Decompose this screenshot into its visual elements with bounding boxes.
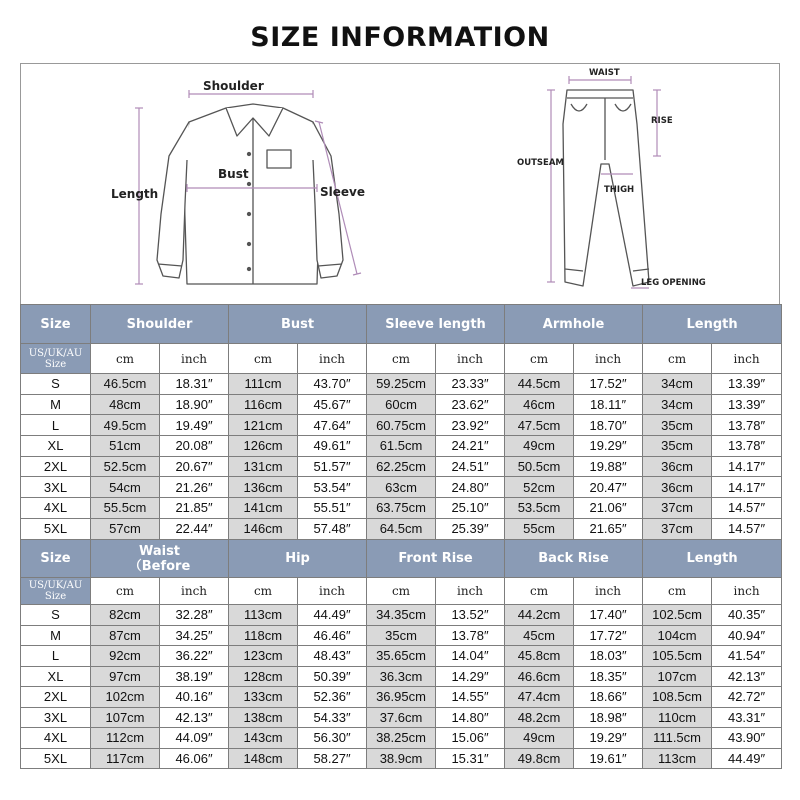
unit-cm: cm xyxy=(505,344,574,374)
cm-value-cell: 34.35cm xyxy=(367,605,436,626)
us-uk-au-size-header: US/UK/AU Size xyxy=(21,344,91,374)
waist-label: WAIST xyxy=(589,68,620,78)
unit-inch: inch xyxy=(436,344,505,374)
inch-value-cell: 18.98″ xyxy=(574,707,643,728)
inch-value-cell: 57.48″ xyxy=(298,518,367,539)
inch-value-cell: 21.85″ xyxy=(160,498,229,519)
table-row xyxy=(21,477,782,498)
cm-value-cell: 48cm xyxy=(91,394,160,415)
inch-value-cell: 44.09″ xyxy=(160,728,229,749)
table-row xyxy=(21,625,782,646)
cm-value-cell: 92cm xyxy=(91,646,160,667)
unit-cm: cm xyxy=(91,344,160,374)
inch-value-cell: 18.03″ xyxy=(574,646,643,667)
cm-value-cell: 111cm xyxy=(229,374,298,395)
size-cell: XL xyxy=(21,436,91,457)
cm-value-cell: 117cm xyxy=(91,748,160,769)
cm-value-cell: 87cm xyxy=(91,625,160,646)
cm-value-cell: 46cm xyxy=(505,394,574,415)
size-cell: S xyxy=(21,374,91,395)
inch-value-cell: 13.39″ xyxy=(712,374,782,395)
unit-inch: inch xyxy=(298,344,367,374)
inch-value-cell: 44.49″ xyxy=(298,605,367,626)
cm-value-cell: 54cm xyxy=(91,477,160,498)
inch-value-cell: 47.64″ xyxy=(298,415,367,436)
cm-value-cell: 63.75cm xyxy=(367,498,436,519)
cm-value-cell: 35cm xyxy=(643,436,712,457)
cm-value-cell: 35cm xyxy=(367,625,436,646)
inch-value-cell: 24.21″ xyxy=(436,436,505,457)
inch-value-cell: 19.88″ xyxy=(574,456,643,477)
cm-value-cell: 108.5cm xyxy=(643,687,712,708)
size-cell: 5XL xyxy=(21,748,91,769)
inch-value-cell: 52.36″ xyxy=(298,687,367,708)
size-cell: XL xyxy=(21,666,91,687)
inch-value-cell: 23.62″ xyxy=(436,394,505,415)
inch-value-cell: 15.31″ xyxy=(436,748,505,769)
cm-value-cell: 118cm xyxy=(229,625,298,646)
inch-value-cell: 17.72″ xyxy=(574,625,643,646)
inch-value-cell: 13.78″ xyxy=(436,625,505,646)
inch-value-cell: 46.46″ xyxy=(298,625,367,646)
size-cell: M xyxy=(21,394,91,415)
table-row xyxy=(21,374,782,395)
cm-value-cell: 49.8cm xyxy=(505,748,574,769)
cm-value-cell: 110cm xyxy=(643,707,712,728)
cm-value-cell: 37cm xyxy=(643,518,712,539)
size-cell: 4XL xyxy=(21,728,91,749)
cm-value-cell: 113cm xyxy=(229,605,298,626)
inch-value-cell: 21.26″ xyxy=(160,477,229,498)
outseam-label: OUTSEAM xyxy=(517,158,564,168)
cm-value-cell: 113cm xyxy=(643,748,712,769)
inch-value-cell: 13.78″ xyxy=(712,436,782,457)
cm-value-cell: 36cm xyxy=(643,456,712,477)
cm-value-cell: 47.5cm xyxy=(505,415,574,436)
inch-value-cell: 14.04″ xyxy=(436,646,505,667)
cm-value-cell: 131cm xyxy=(229,456,298,477)
unit-cm: cm xyxy=(229,344,298,374)
table-row xyxy=(21,748,782,769)
inch-value-cell: 13.78″ xyxy=(712,415,782,436)
cm-value-cell: 61.5cm xyxy=(367,436,436,457)
length-header: Length xyxy=(643,540,782,578)
hip-header: Hip xyxy=(229,540,367,578)
inch-value-cell: 48.43″ xyxy=(298,646,367,667)
table-row xyxy=(21,456,782,477)
inch-value-cell: 19.61″ xyxy=(574,748,643,769)
cm-value-cell: 38.25cm xyxy=(367,728,436,749)
inch-value-cell: 44.49″ xyxy=(712,748,782,769)
unit-cm: cm xyxy=(91,578,160,605)
table-row xyxy=(21,436,782,457)
cm-value-cell: 44.2cm xyxy=(505,605,574,626)
inch-value-cell: 43.70″ xyxy=(298,374,367,395)
unit-cm: cm xyxy=(505,578,574,605)
inch-value-cell: 43.31″ xyxy=(712,707,782,728)
cm-value-cell: 52.5cm xyxy=(91,456,160,477)
inch-value-cell: 25.39″ xyxy=(436,518,505,539)
inch-value-cell: 22.44″ xyxy=(160,518,229,539)
cm-value-cell: 112cm xyxy=(91,728,160,749)
inch-value-cell: 14.17″ xyxy=(712,456,782,477)
cm-value-cell: 123cm xyxy=(229,646,298,667)
cm-value-cell: 148cm xyxy=(229,748,298,769)
cm-value-cell: 55cm xyxy=(505,518,574,539)
waist-header: Waist （Before xyxy=(91,540,229,578)
armhole-header: Armhole xyxy=(505,305,643,344)
inch-value-cell: 19.49″ xyxy=(160,415,229,436)
cm-value-cell: 133cm xyxy=(229,687,298,708)
table-row xyxy=(21,498,782,519)
length-label: Length xyxy=(111,187,159,201)
inch-value-cell: 18.70″ xyxy=(574,415,643,436)
size-cell: 2XL xyxy=(21,687,91,708)
cm-value-cell: 60cm xyxy=(367,394,436,415)
page-title: SIZE INFORMATION xyxy=(250,22,550,53)
inch-value-cell: 13.39″ xyxy=(712,394,782,415)
inch-value-cell: 18.31″ xyxy=(160,374,229,395)
cm-value-cell: 64.5cm xyxy=(367,518,436,539)
inch-value-cell: 55.51″ xyxy=(298,498,367,519)
cm-value-cell: 36.95cm xyxy=(367,687,436,708)
size-cell: 3XL xyxy=(21,707,91,728)
unit-inch: inch xyxy=(298,578,367,605)
cm-value-cell: 52cm xyxy=(505,477,574,498)
cm-value-cell: 49cm xyxy=(505,728,574,749)
bottom-size-table xyxy=(20,539,782,769)
inch-value-cell: 14.80″ xyxy=(436,707,505,728)
cm-value-cell: 111.5cm xyxy=(643,728,712,749)
inch-value-cell: 45.67″ xyxy=(298,394,367,415)
sleeve-label: Sleeve xyxy=(320,185,365,199)
table-row xyxy=(21,687,782,708)
inch-value-cell: 24.51″ xyxy=(436,456,505,477)
cm-value-cell: 141cm xyxy=(229,498,298,519)
cm-value-cell: 60.75cm xyxy=(367,415,436,436)
unit-inch: inch xyxy=(160,578,229,605)
unit-cm: cm xyxy=(229,578,298,605)
cm-value-cell: 38.9cm xyxy=(367,748,436,769)
inch-value-cell: 41.54″ xyxy=(712,646,782,667)
cm-value-cell: 102cm xyxy=(91,687,160,708)
cm-value-cell: 116cm xyxy=(229,394,298,415)
shirt-diagram-icon xyxy=(157,104,343,284)
unit-inch: inch xyxy=(712,344,782,374)
inch-value-cell: 23.92″ xyxy=(436,415,505,436)
size-cell: 2XL xyxy=(21,456,91,477)
unit-inch: inch xyxy=(712,578,782,605)
inch-value-cell: 19.29″ xyxy=(574,728,643,749)
inch-value-cell: 21.65″ xyxy=(574,518,643,539)
table-row xyxy=(21,666,782,687)
size-cell: 4XL xyxy=(21,498,91,519)
cm-value-cell: 46.6cm xyxy=(505,666,574,687)
inch-value-cell: 56.30″ xyxy=(298,728,367,749)
cm-value-cell: 36.3cm xyxy=(367,666,436,687)
table-row xyxy=(21,707,782,728)
inch-value-cell: 58.27″ xyxy=(298,748,367,769)
cm-value-cell: 121cm xyxy=(229,415,298,436)
cm-value-cell: 63cm xyxy=(367,477,436,498)
inch-value-cell: 20.67″ xyxy=(160,456,229,477)
cm-value-cell: 35cm xyxy=(643,415,712,436)
unit-cm: cm xyxy=(643,578,712,605)
inch-value-cell: 19.29″ xyxy=(574,436,643,457)
inch-value-cell: 14.55″ xyxy=(436,687,505,708)
cm-value-cell: 49cm xyxy=(505,436,574,457)
cm-value-cell: 138cm xyxy=(229,707,298,728)
unit-inch: inch xyxy=(160,344,229,374)
inch-value-cell: 13.52″ xyxy=(436,605,505,626)
table-row xyxy=(21,605,782,626)
inch-value-cell: 54.33″ xyxy=(298,707,367,728)
cm-value-cell: 34cm xyxy=(643,394,712,415)
cm-value-cell: 107cm xyxy=(91,707,160,728)
cm-value-cell: 51cm xyxy=(91,436,160,457)
inch-value-cell: 14.57″ xyxy=(712,498,782,519)
inch-value-cell: 34.25″ xyxy=(160,625,229,646)
inch-value-cell: 50.39″ xyxy=(298,666,367,687)
size-cell: L xyxy=(21,415,91,436)
table-row xyxy=(21,394,782,415)
cm-value-cell: 45cm xyxy=(505,625,574,646)
cm-value-cell: 49.5cm xyxy=(91,415,160,436)
back-rise-header: Back Rise xyxy=(505,540,643,578)
cm-value-cell: 47.4cm xyxy=(505,687,574,708)
illustration-panel xyxy=(20,63,780,304)
size-header: Size xyxy=(21,305,91,344)
inch-value-cell: 18.66″ xyxy=(574,687,643,708)
unit-cm: cm xyxy=(643,344,712,374)
inch-value-cell: 18.90″ xyxy=(160,394,229,415)
table-row xyxy=(21,415,782,436)
rise-label: RISE xyxy=(651,116,673,126)
inch-value-cell: 15.06″ xyxy=(436,728,505,749)
inch-value-cell: 42.72″ xyxy=(712,687,782,708)
cm-value-cell: 36cm xyxy=(643,477,712,498)
cm-value-cell: 57cm xyxy=(91,518,160,539)
inch-value-cell: 14.29″ xyxy=(436,666,505,687)
size-cell: L xyxy=(21,646,91,667)
unit-cm: cm xyxy=(367,344,436,374)
unit-inch: inch xyxy=(574,578,643,605)
cm-value-cell: 143cm xyxy=(229,728,298,749)
cm-value-cell: 55.5cm xyxy=(91,498,160,519)
cm-value-cell: 128cm xyxy=(229,666,298,687)
table-row xyxy=(21,728,782,749)
shoulder-header: Shoulder xyxy=(91,305,229,344)
size-cell: 5XL xyxy=(21,518,91,539)
inch-value-cell: 32.28″ xyxy=(160,605,229,626)
cm-value-cell: 136cm xyxy=(229,477,298,498)
top-size-table xyxy=(20,304,782,540)
size-cell: M xyxy=(21,625,91,646)
inch-value-cell: 20.08″ xyxy=(160,436,229,457)
inch-value-cell: 42.13″ xyxy=(712,666,782,687)
inch-value-cell: 17.52″ xyxy=(574,374,643,395)
front-rise-header: Front Rise xyxy=(367,540,505,578)
inch-value-cell: 20.47″ xyxy=(574,477,643,498)
inch-value-cell: 53.54″ xyxy=(298,477,367,498)
table-row xyxy=(21,646,782,667)
bust-header: Bust xyxy=(229,305,367,344)
cm-value-cell: 105.5cm xyxy=(643,646,712,667)
garment-diagrams xyxy=(21,64,781,305)
size-cell: S xyxy=(21,605,91,626)
cm-value-cell: 46.5cm xyxy=(91,374,160,395)
cm-value-cell: 126cm xyxy=(229,436,298,457)
size-header: Size xyxy=(21,540,91,578)
inch-value-cell: 17.40″ xyxy=(574,605,643,626)
cm-value-cell: 50.5cm xyxy=(505,456,574,477)
cm-value-cell: 37cm xyxy=(643,498,712,519)
cm-value-cell: 97cm xyxy=(91,666,160,687)
cm-value-cell: 82cm xyxy=(91,605,160,626)
table-row xyxy=(21,518,782,539)
shoulder-label: Shoulder xyxy=(203,79,264,93)
inch-value-cell: 23.33″ xyxy=(436,374,505,395)
us-uk-au-size-header: US/UK/AU Size xyxy=(21,578,91,605)
cm-value-cell: 37.6cm xyxy=(367,707,436,728)
bust-label: Bust xyxy=(218,167,249,181)
unit-inch: inch xyxy=(574,344,643,374)
size-cell: 3XL xyxy=(21,477,91,498)
cm-value-cell: 102.5cm xyxy=(643,605,712,626)
cm-value-cell: 35.65cm xyxy=(367,646,436,667)
inch-value-cell: 49.61″ xyxy=(298,436,367,457)
unit-cm: cm xyxy=(367,578,436,605)
inch-value-cell: 18.35″ xyxy=(574,666,643,687)
cm-value-cell: 62.25cm xyxy=(367,456,436,477)
inch-value-cell: 21.06″ xyxy=(574,498,643,519)
inch-value-cell: 24.80″ xyxy=(436,477,505,498)
leg-opening-label: LEG OPENING xyxy=(641,278,706,288)
inch-value-cell: 18.11″ xyxy=(574,394,643,415)
inch-value-cell: 38.19″ xyxy=(160,666,229,687)
inch-value-cell: 40.16″ xyxy=(160,687,229,708)
sleeve-length-header: Sleeve length xyxy=(367,305,505,344)
inch-value-cell: 42.13″ xyxy=(160,707,229,728)
inch-value-cell: 36.22″ xyxy=(160,646,229,667)
inch-value-cell: 43.90″ xyxy=(712,728,782,749)
inch-value-cell: 14.17″ xyxy=(712,477,782,498)
cm-value-cell: 53.5cm xyxy=(505,498,574,519)
cm-value-cell: 59.25cm xyxy=(367,374,436,395)
length-header: Length xyxy=(643,305,782,344)
inch-value-cell: 40.35″ xyxy=(712,605,782,626)
thigh-label: THIGH xyxy=(604,185,635,195)
cm-value-cell: 45.8cm xyxy=(505,646,574,667)
unit-inch: inch xyxy=(436,578,505,605)
inch-value-cell: 51.57″ xyxy=(298,456,367,477)
cm-value-cell: 146cm xyxy=(229,518,298,539)
cm-value-cell: 44.5cm xyxy=(505,374,574,395)
cm-value-cell: 34cm xyxy=(643,374,712,395)
cm-value-cell: 107cm xyxy=(643,666,712,687)
cm-value-cell: 48.2cm xyxy=(505,707,574,728)
inch-value-cell: 25.10″ xyxy=(436,498,505,519)
inch-value-cell: 46.06″ xyxy=(160,748,229,769)
inch-value-cell: 14.57″ xyxy=(712,518,782,539)
inch-value-cell: 40.94″ xyxy=(712,625,782,646)
cm-value-cell: 104cm xyxy=(643,625,712,646)
